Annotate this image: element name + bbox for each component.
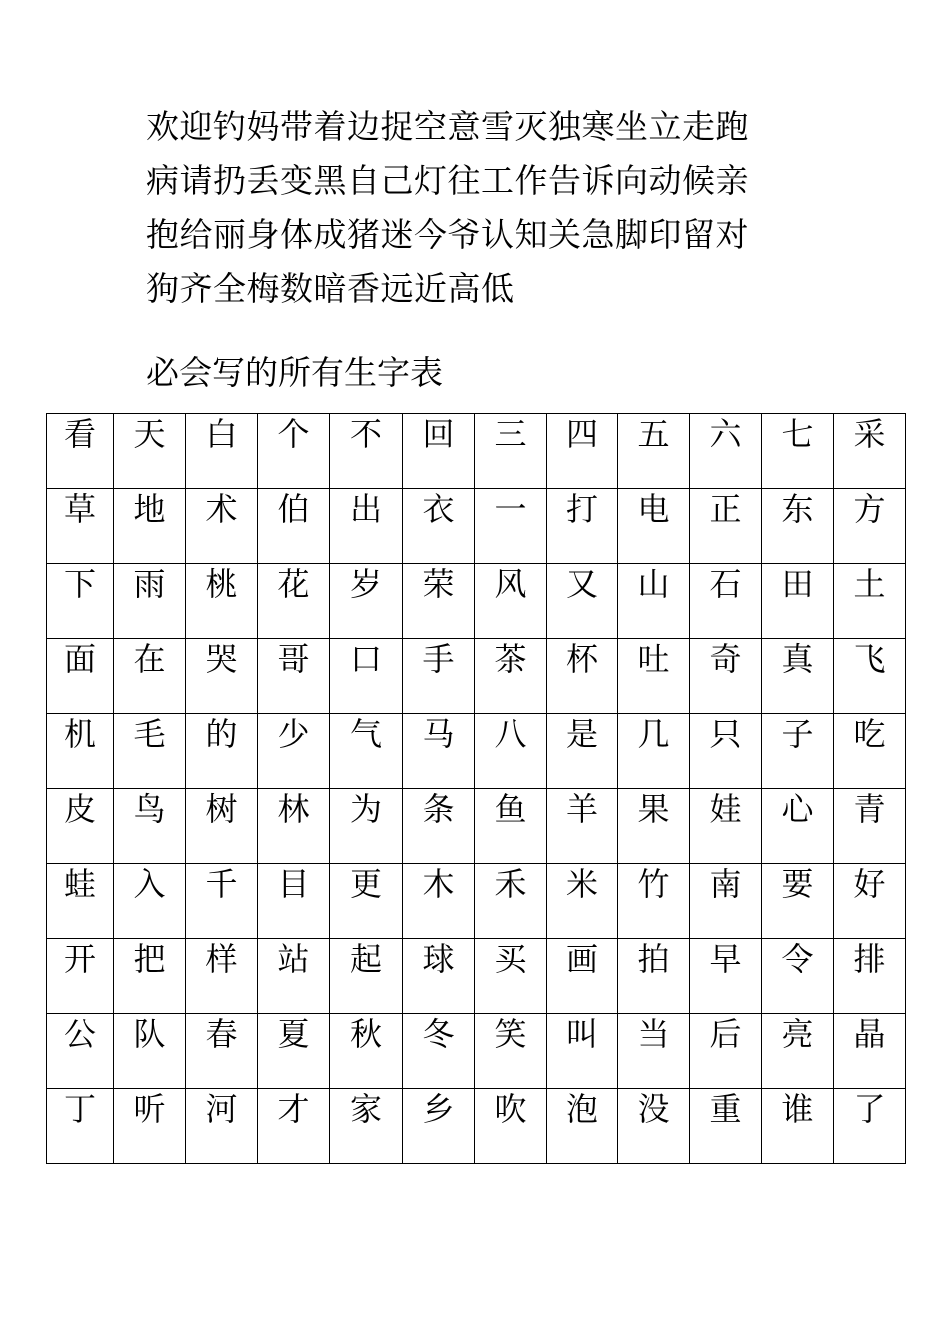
table-cell (47, 789, 114, 864)
character: 花 (277, 565, 310, 603)
table-cell (258, 564, 330, 639)
table-cell (618, 564, 690, 639)
character: 鸟 (133, 790, 166, 828)
character: 奇 (709, 640, 742, 678)
table-cell (114, 789, 186, 864)
table-cell (403, 489, 475, 564)
table-cell (690, 714, 762, 789)
table-cell (330, 639, 403, 714)
character: 木 (422, 865, 455, 903)
table-cell (618, 1089, 690, 1164)
character: 好 (853, 865, 886, 903)
table-cell (834, 864, 906, 939)
character: 没 (637, 1090, 670, 1128)
table-cell (47, 1014, 114, 1089)
table-cell (834, 1014, 906, 1089)
character-table-body (47, 414, 906, 1164)
character: 天 (133, 415, 166, 453)
table-cell (690, 489, 762, 564)
table-cell (475, 864, 547, 939)
character: 晶 (853, 1015, 886, 1053)
table-cell (258, 714, 330, 789)
table-cell (547, 1014, 618, 1089)
table-cell (547, 489, 618, 564)
character: 伯 (277, 490, 310, 528)
table-cell (547, 939, 618, 1014)
table-cell (186, 414, 258, 489)
table-cell (834, 489, 906, 564)
table-cell (114, 489, 186, 564)
table-cell (186, 939, 258, 1014)
table-cell (47, 414, 114, 489)
table-cell (475, 564, 547, 639)
table-cell (762, 864, 834, 939)
character: 土 (853, 565, 886, 603)
character: 八 (494, 715, 527, 753)
table-cell (618, 939, 690, 1014)
table-cell (186, 564, 258, 639)
table-cell (114, 714, 186, 789)
character-table (46, 413, 906, 1164)
character: 看 (63, 415, 96, 453)
table-cell (690, 1089, 762, 1164)
table-row (47, 1014, 906, 1089)
table-cell (762, 639, 834, 714)
table-cell (762, 414, 834, 489)
character: 四 (565, 415, 598, 453)
character: 南 (709, 865, 742, 903)
table-row (47, 639, 906, 714)
table-cell (547, 864, 618, 939)
table-cell (475, 1014, 547, 1089)
table-cell (834, 714, 906, 789)
table-cell (834, 564, 906, 639)
character: 下 (63, 565, 96, 603)
character: 机 (63, 715, 96, 753)
table-row (47, 489, 906, 564)
character: 风 (494, 565, 527, 603)
table-cell (403, 564, 475, 639)
character: 要 (781, 865, 814, 903)
character: 一 (494, 490, 527, 528)
character: 采 (853, 415, 886, 453)
table-cell (258, 639, 330, 714)
table-cell (403, 639, 475, 714)
character: 把 (133, 940, 166, 978)
intro-line: 欢迎钓妈带着边捉空意雪灭独寒坐立走跑 (146, 107, 749, 146)
character: 夏 (277, 1015, 310, 1053)
character: 地 (133, 490, 166, 528)
character: 石 (709, 565, 742, 603)
table-cell (475, 1089, 547, 1164)
character: 少 (277, 715, 310, 753)
character: 谁 (781, 1090, 814, 1128)
table-cell (834, 939, 906, 1014)
table-cell (47, 864, 114, 939)
character: 术 (205, 490, 238, 528)
character: 林 (277, 790, 310, 828)
character: 毛 (133, 715, 166, 753)
character: 气 (349, 715, 382, 753)
character: 家 (349, 1090, 382, 1128)
character: 千 (205, 865, 238, 903)
character: 皮 (63, 790, 96, 828)
character: 更 (349, 865, 382, 903)
table-cell (403, 1014, 475, 1089)
character: 队 (133, 1015, 166, 1053)
table-cell (186, 789, 258, 864)
table-cell (834, 789, 906, 864)
table-cell (690, 414, 762, 489)
table-cell (762, 564, 834, 639)
table-cell (114, 1089, 186, 1164)
table-cell (47, 714, 114, 789)
table-cell (114, 1014, 186, 1089)
character: 哥 (277, 640, 310, 678)
character: 正 (709, 490, 742, 528)
character: 树 (205, 790, 238, 828)
character: 样 (205, 940, 238, 978)
table-cell (114, 414, 186, 489)
character: 杯 (565, 640, 598, 678)
character: 桃 (205, 565, 238, 603)
table-row (47, 1089, 906, 1164)
table-cell (186, 639, 258, 714)
table-cell (186, 714, 258, 789)
character: 重 (709, 1090, 742, 1128)
character: 鱼 (494, 790, 527, 828)
character: 马 (422, 715, 455, 753)
table-cell (258, 1089, 330, 1164)
table-cell (475, 414, 547, 489)
character: 亮 (781, 1015, 814, 1053)
character: 的 (205, 715, 238, 753)
character: 竹 (637, 865, 670, 903)
table-cell (618, 1014, 690, 1089)
character: 拍 (637, 940, 670, 978)
table-cell (547, 639, 618, 714)
character: 吐 (637, 640, 670, 678)
character: 笑 (494, 1015, 527, 1053)
character: 个 (277, 415, 310, 453)
table-cell (47, 939, 114, 1014)
table-cell (330, 939, 403, 1014)
table-cell (47, 564, 114, 639)
character: 听 (133, 1090, 166, 1128)
table-cell (47, 639, 114, 714)
character: 是 (565, 715, 598, 753)
table-cell (762, 1089, 834, 1164)
table-cell (330, 564, 403, 639)
table-cell (475, 939, 547, 1014)
table-cell (330, 714, 403, 789)
character: 在 (133, 640, 166, 678)
table-cell (762, 939, 834, 1014)
table-cell (690, 1014, 762, 1089)
character: 排 (853, 940, 886, 978)
table-cell (618, 414, 690, 489)
table-row (47, 564, 906, 639)
character: 岁 (349, 565, 382, 603)
table-cell (330, 864, 403, 939)
character: 子 (781, 715, 814, 753)
table-cell (403, 864, 475, 939)
table-cell (403, 414, 475, 489)
character: 飞 (853, 640, 886, 678)
character: 又 (565, 565, 598, 603)
table-cell (834, 414, 906, 489)
table-cell (690, 564, 762, 639)
intro-line: 抱给丽身体成猪迷今爷认知关急脚印留对 (146, 215, 749, 254)
character: 吃 (853, 715, 886, 753)
table-cell (475, 489, 547, 564)
table-row (47, 939, 906, 1014)
character: 五 (637, 415, 670, 453)
character: 买 (494, 940, 527, 978)
character: 娃 (709, 790, 742, 828)
character: 手 (422, 640, 455, 678)
character: 泡 (565, 1090, 598, 1128)
table-cell (618, 489, 690, 564)
table-cell (258, 864, 330, 939)
character: 冬 (422, 1015, 455, 1053)
table-cell (834, 1089, 906, 1164)
table-cell (762, 789, 834, 864)
character: 回 (422, 415, 455, 453)
character: 白 (205, 415, 238, 453)
table-cell (330, 789, 403, 864)
table-cell (618, 714, 690, 789)
intro-line: 狗齐全梅数暗香远近高低 (146, 269, 515, 308)
character: 秋 (349, 1015, 382, 1053)
table-cell (762, 714, 834, 789)
character: 打 (565, 490, 598, 528)
character: 不 (349, 415, 382, 453)
intro-paragraph (146, 100, 836, 316)
character: 只 (709, 715, 742, 753)
table-cell (475, 639, 547, 714)
table-cell (186, 864, 258, 939)
character: 了 (853, 1090, 886, 1128)
character: 为 (349, 790, 382, 828)
table-row (47, 414, 906, 489)
character: 哭 (205, 640, 238, 678)
table-row (47, 789, 906, 864)
table-cell (475, 714, 547, 789)
character: 乡 (422, 1090, 455, 1128)
character: 球 (422, 940, 455, 978)
table-cell (258, 1014, 330, 1089)
character: 方 (853, 490, 886, 528)
table-cell (114, 864, 186, 939)
character: 青 (853, 790, 886, 828)
table-cell (258, 939, 330, 1014)
table-cell (186, 1014, 258, 1089)
character: 画 (565, 940, 598, 978)
table-cell (618, 789, 690, 864)
table-cell (762, 489, 834, 564)
character: 羊 (565, 790, 598, 828)
table-cell (330, 1014, 403, 1089)
character: 山 (637, 565, 670, 603)
table-cell (762, 1014, 834, 1089)
character: 蛙 (63, 865, 96, 903)
table-cell (403, 789, 475, 864)
table-cell (330, 489, 403, 564)
character: 入 (133, 865, 166, 903)
character: 电 (637, 490, 670, 528)
table-cell (47, 1089, 114, 1164)
character: 早 (709, 940, 742, 978)
character: 目 (277, 865, 310, 903)
table-cell (403, 1089, 475, 1164)
character: 吹 (494, 1090, 527, 1128)
character: 果 (637, 790, 670, 828)
table-cell (258, 789, 330, 864)
character: 七 (781, 415, 814, 453)
table-cell (547, 789, 618, 864)
character: 米 (565, 865, 598, 903)
character: 叫 (565, 1015, 598, 1053)
table-cell (403, 714, 475, 789)
character: 开 (63, 940, 96, 978)
character: 雨 (133, 565, 166, 603)
table-row (47, 864, 906, 939)
character: 面 (63, 640, 96, 678)
table-cell (114, 639, 186, 714)
intro-line: 病请扔丢变黑自己灯往工作告诉向动候亲 (146, 161, 749, 200)
table-cell (403, 939, 475, 1014)
character: 才 (277, 1090, 310, 1128)
table-cell (690, 789, 762, 864)
table-cell (186, 489, 258, 564)
table-cell (475, 789, 547, 864)
character: 丁 (63, 1090, 96, 1128)
table-cell (330, 414, 403, 489)
character: 口 (349, 640, 382, 678)
character: 条 (422, 790, 455, 828)
character: 河 (205, 1090, 238, 1128)
character: 田 (781, 565, 814, 603)
table-cell (690, 939, 762, 1014)
table-cell (690, 639, 762, 714)
table-cell (547, 714, 618, 789)
character: 站 (277, 940, 310, 978)
table-cell (618, 639, 690, 714)
table-cell (258, 414, 330, 489)
table-cell (47, 489, 114, 564)
character: 荣 (422, 565, 455, 603)
table-row (47, 714, 906, 789)
table-cell (547, 564, 618, 639)
table-cell (547, 1089, 618, 1164)
character: 令 (781, 940, 814, 978)
section-title: 必会写的所有生字表 (146, 353, 443, 392)
character: 春 (205, 1015, 238, 1053)
character: 几 (637, 715, 670, 753)
character: 真 (781, 640, 814, 678)
character: 后 (709, 1015, 742, 1053)
table-cell (690, 864, 762, 939)
character: 三 (494, 415, 527, 453)
character: 禾 (494, 865, 527, 903)
character: 草 (63, 490, 96, 528)
table-cell (186, 1089, 258, 1164)
table-cell (330, 1089, 403, 1164)
character: 心 (781, 790, 814, 828)
character: 六 (709, 415, 742, 453)
character: 衣 (422, 490, 455, 528)
table-cell (114, 939, 186, 1014)
character: 东 (781, 490, 814, 528)
character: 公 (63, 1015, 96, 1053)
table-cell (618, 864, 690, 939)
character: 茶 (494, 640, 527, 678)
table-cell (258, 489, 330, 564)
table-cell (547, 414, 618, 489)
character: 当 (637, 1015, 670, 1053)
character: 起 (349, 940, 382, 978)
character: 出 (349, 490, 382, 528)
table-cell (114, 564, 186, 639)
table-cell (834, 639, 906, 714)
